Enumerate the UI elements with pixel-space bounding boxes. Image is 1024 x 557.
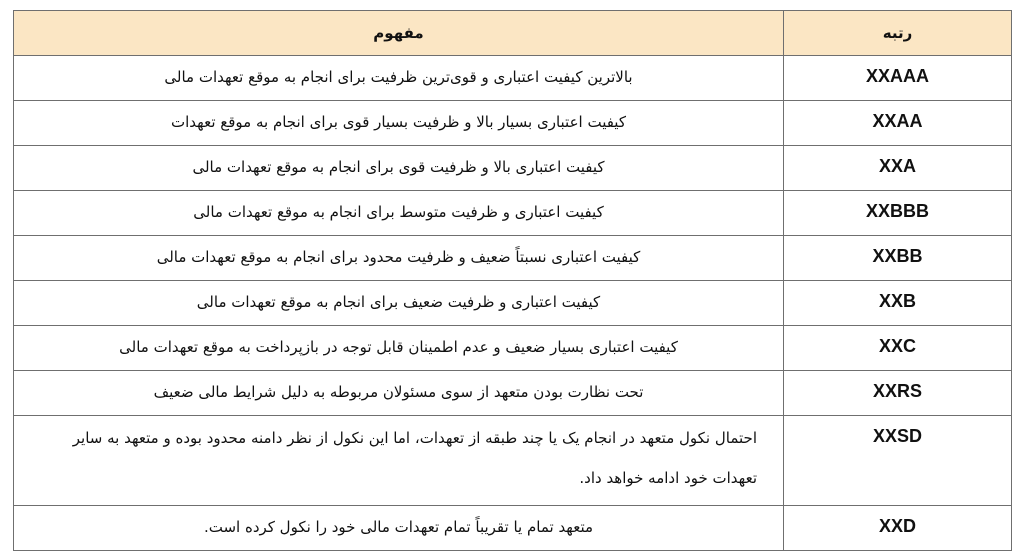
header-row <box>14 11 1012 56</box>
table-row <box>14 281 1012 326</box>
table-row <box>14 236 1012 281</box>
table-row <box>14 371 1012 416</box>
rank-cell: XXAA <box>784 101 1012 146</box>
table-row <box>14 56 1012 101</box>
concept-cell: کیفیت اعتباری بسیار بالا و ظرفیت بسیار قوی برای انجام به موقع تعهدات <box>14 101 784 146</box>
concept-cell: تحت نظارت بودن متعهد از سوی مسئولان مربوطه به دلیل شرایط مالی ضعیف <box>14 371 784 416</box>
rank-cell: XXAAA <box>784 56 1012 101</box>
rank-cell: XXSD <box>784 416 1012 506</box>
concept-cell: متعهد تمام یا تقریباً تمام تعهدات مالی خود را نکول کرده است. <box>14 506 784 551</box>
rank-cell: XXA <box>784 146 1012 191</box>
rank-cell: XXBBB <box>784 191 1012 236</box>
table-row <box>14 506 1012 551</box>
rank-cell: XXD <box>784 506 1012 551</box>
rating-table-container <box>13 10 1011 551</box>
table-row <box>14 191 1012 236</box>
concept-cell: احتمال نکول متعهد در انجام یک یا چند طبقه از تعهدات، اما این نکول از نظر دامنه محدود بوده و متعهد به سایر تعهدات خود ادامه خواهد داد. <box>14 416 784 506</box>
concept-cell: بالاترین کیفیت اعتباری و قوی‌ترین ظرفیت برای انجام به موقع تعهدات مالی <box>14 56 784 101</box>
header-concept: مفهوم <box>14 11 784 56</box>
concept-cell: کیفیت اعتباری نسبتاً ضعیف و ظرفیت محدود برای انجام به موقع تعهدات مالی <box>14 236 784 281</box>
rating-table <box>13 10 1012 551</box>
concept-cell: کیفیت اعتباری بسیار ضعیف و عدم اطمینان قابل توجه در بازپرداخت به موقع تعهدات مالی <box>14 326 784 371</box>
concept-cell: کیفیت اعتباری و ظرفیت ضعیف برای انجام به موقع تعهدات مالی <box>14 281 784 326</box>
rank-cell: XXBB <box>784 236 1012 281</box>
rank-cell: XXRS <box>784 371 1012 416</box>
concept-cell: کیفیت اعتباری بالا و ظرفیت قوی برای انجام به موقع تعهدات مالی <box>14 146 784 191</box>
table-row <box>14 416 1012 506</box>
rank-cell: XXB <box>784 281 1012 326</box>
concept-cell: کیفیت اعتباری و ظرفیت متوسط برای انجام به موقع تعهدات مالی <box>14 191 784 236</box>
table-row <box>14 146 1012 191</box>
table-row <box>14 101 1012 146</box>
header-rank: رتبه <box>784 11 1012 56</box>
rank-cell: XXC <box>784 326 1012 371</box>
table-row <box>14 326 1012 371</box>
